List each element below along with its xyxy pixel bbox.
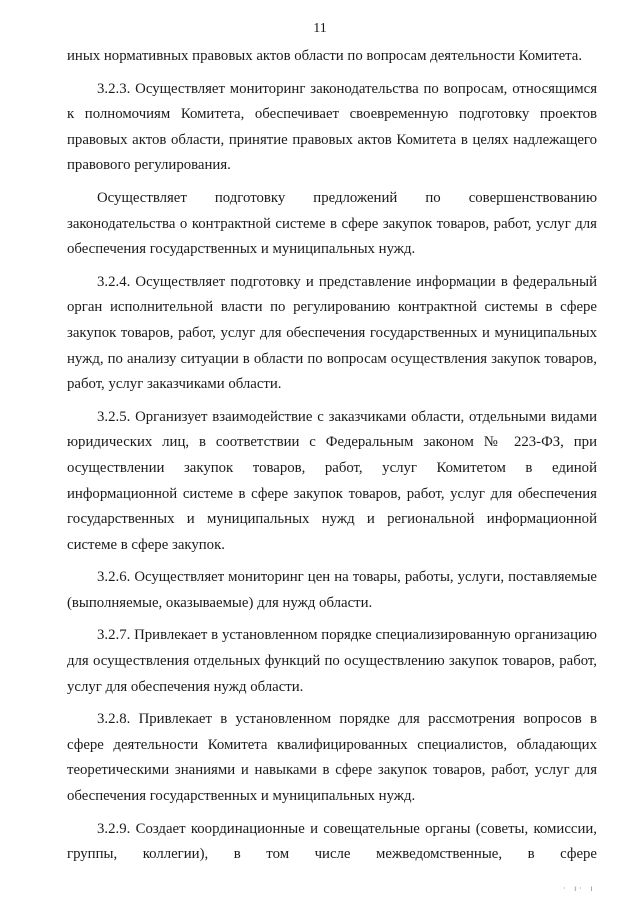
paragraph-3-2-3-addendum: Осуществляет подготовку предложений по совершенствованию законодательства о контрактной системе в сфере закупок товаров, работ, услуг для обеспечения государственных и муниципальных нужд.: [67, 189, 597, 258]
paragraph-continuation: иных нормативных правовых актов области по вопросам деятельности Комитета.: [67, 48, 583, 64]
paragraph-3-2-9: 3.2.9. Создает координационные и совещательные органы (советы, комиссии, группы, коллегии), в том числе межведомственные, в сфере: [67, 820, 597, 863]
paragraph-3-2-7: 3.2.7. Привлекает в установленном порядке специализированную организацию для осуществления отдельных функций по осуществлению закупок товаров, работ, услуг для обеспечения нужд области.: [67, 627, 597, 695]
page-number: 11: [313, 21, 327, 36]
paragraph-3-2-5: 3.2.5. Организует взаимодействие с заказчиками области, отдельными видами юридических лиц, в соответствии с Федеральным законом № 223-ФЗ, при осуществлении закупок товаров, работ, услуг Комитетом в единой информационной системе в сфере закупок товаров, работ, услуг для обеспечения государственных и муниципальных нужд и региональной информационной системе в сфере закупок.: [67, 408, 597, 553]
footer-scan-mark: · ı· ı: [563, 884, 596, 893]
paragraph-3-2-3: 3.2.3. Осуществляет мониторинг законодательства по вопросам, относящимся к полномочиям Комитета, обеспечивает своевременную подготовку проектов правовых актов области, принятие правовых актов Комитета в целях надлежащего правового регулирования.: [67, 80, 597, 174]
document-body: [67, 44, 597, 875]
paragraph-3-2-4: 3.2.4. Осуществляет подготовку и представление информации в федеральный орган исполнительной власти по регулированию контрактной системы в сфере закупок товаров, работ, услуг для обеспечения государственных и муниципальных нужд, по анализу ситуации в области по вопросам осуществления закупок товаров, работ, услуг заказчиками области.: [67, 273, 597, 393]
paragraph-3-2-6: 3.2.6. Осуществляет мониторинг цен на товары, работы, услуги, поставляемые (выполняемые, оказываемые) для нужд области.: [67, 569, 597, 611]
paragraph-3-2-8: 3.2.8. Привлекает в установленном порядке для рассмотрения вопросов в сфере деятельности Комитета квалифицированных специалистов, обладающих теоретическими знаниями и навыками в сфере закупок товаров, работ, услуг для обеспечения государственных и муниципальных нужд.: [67, 711, 597, 805]
